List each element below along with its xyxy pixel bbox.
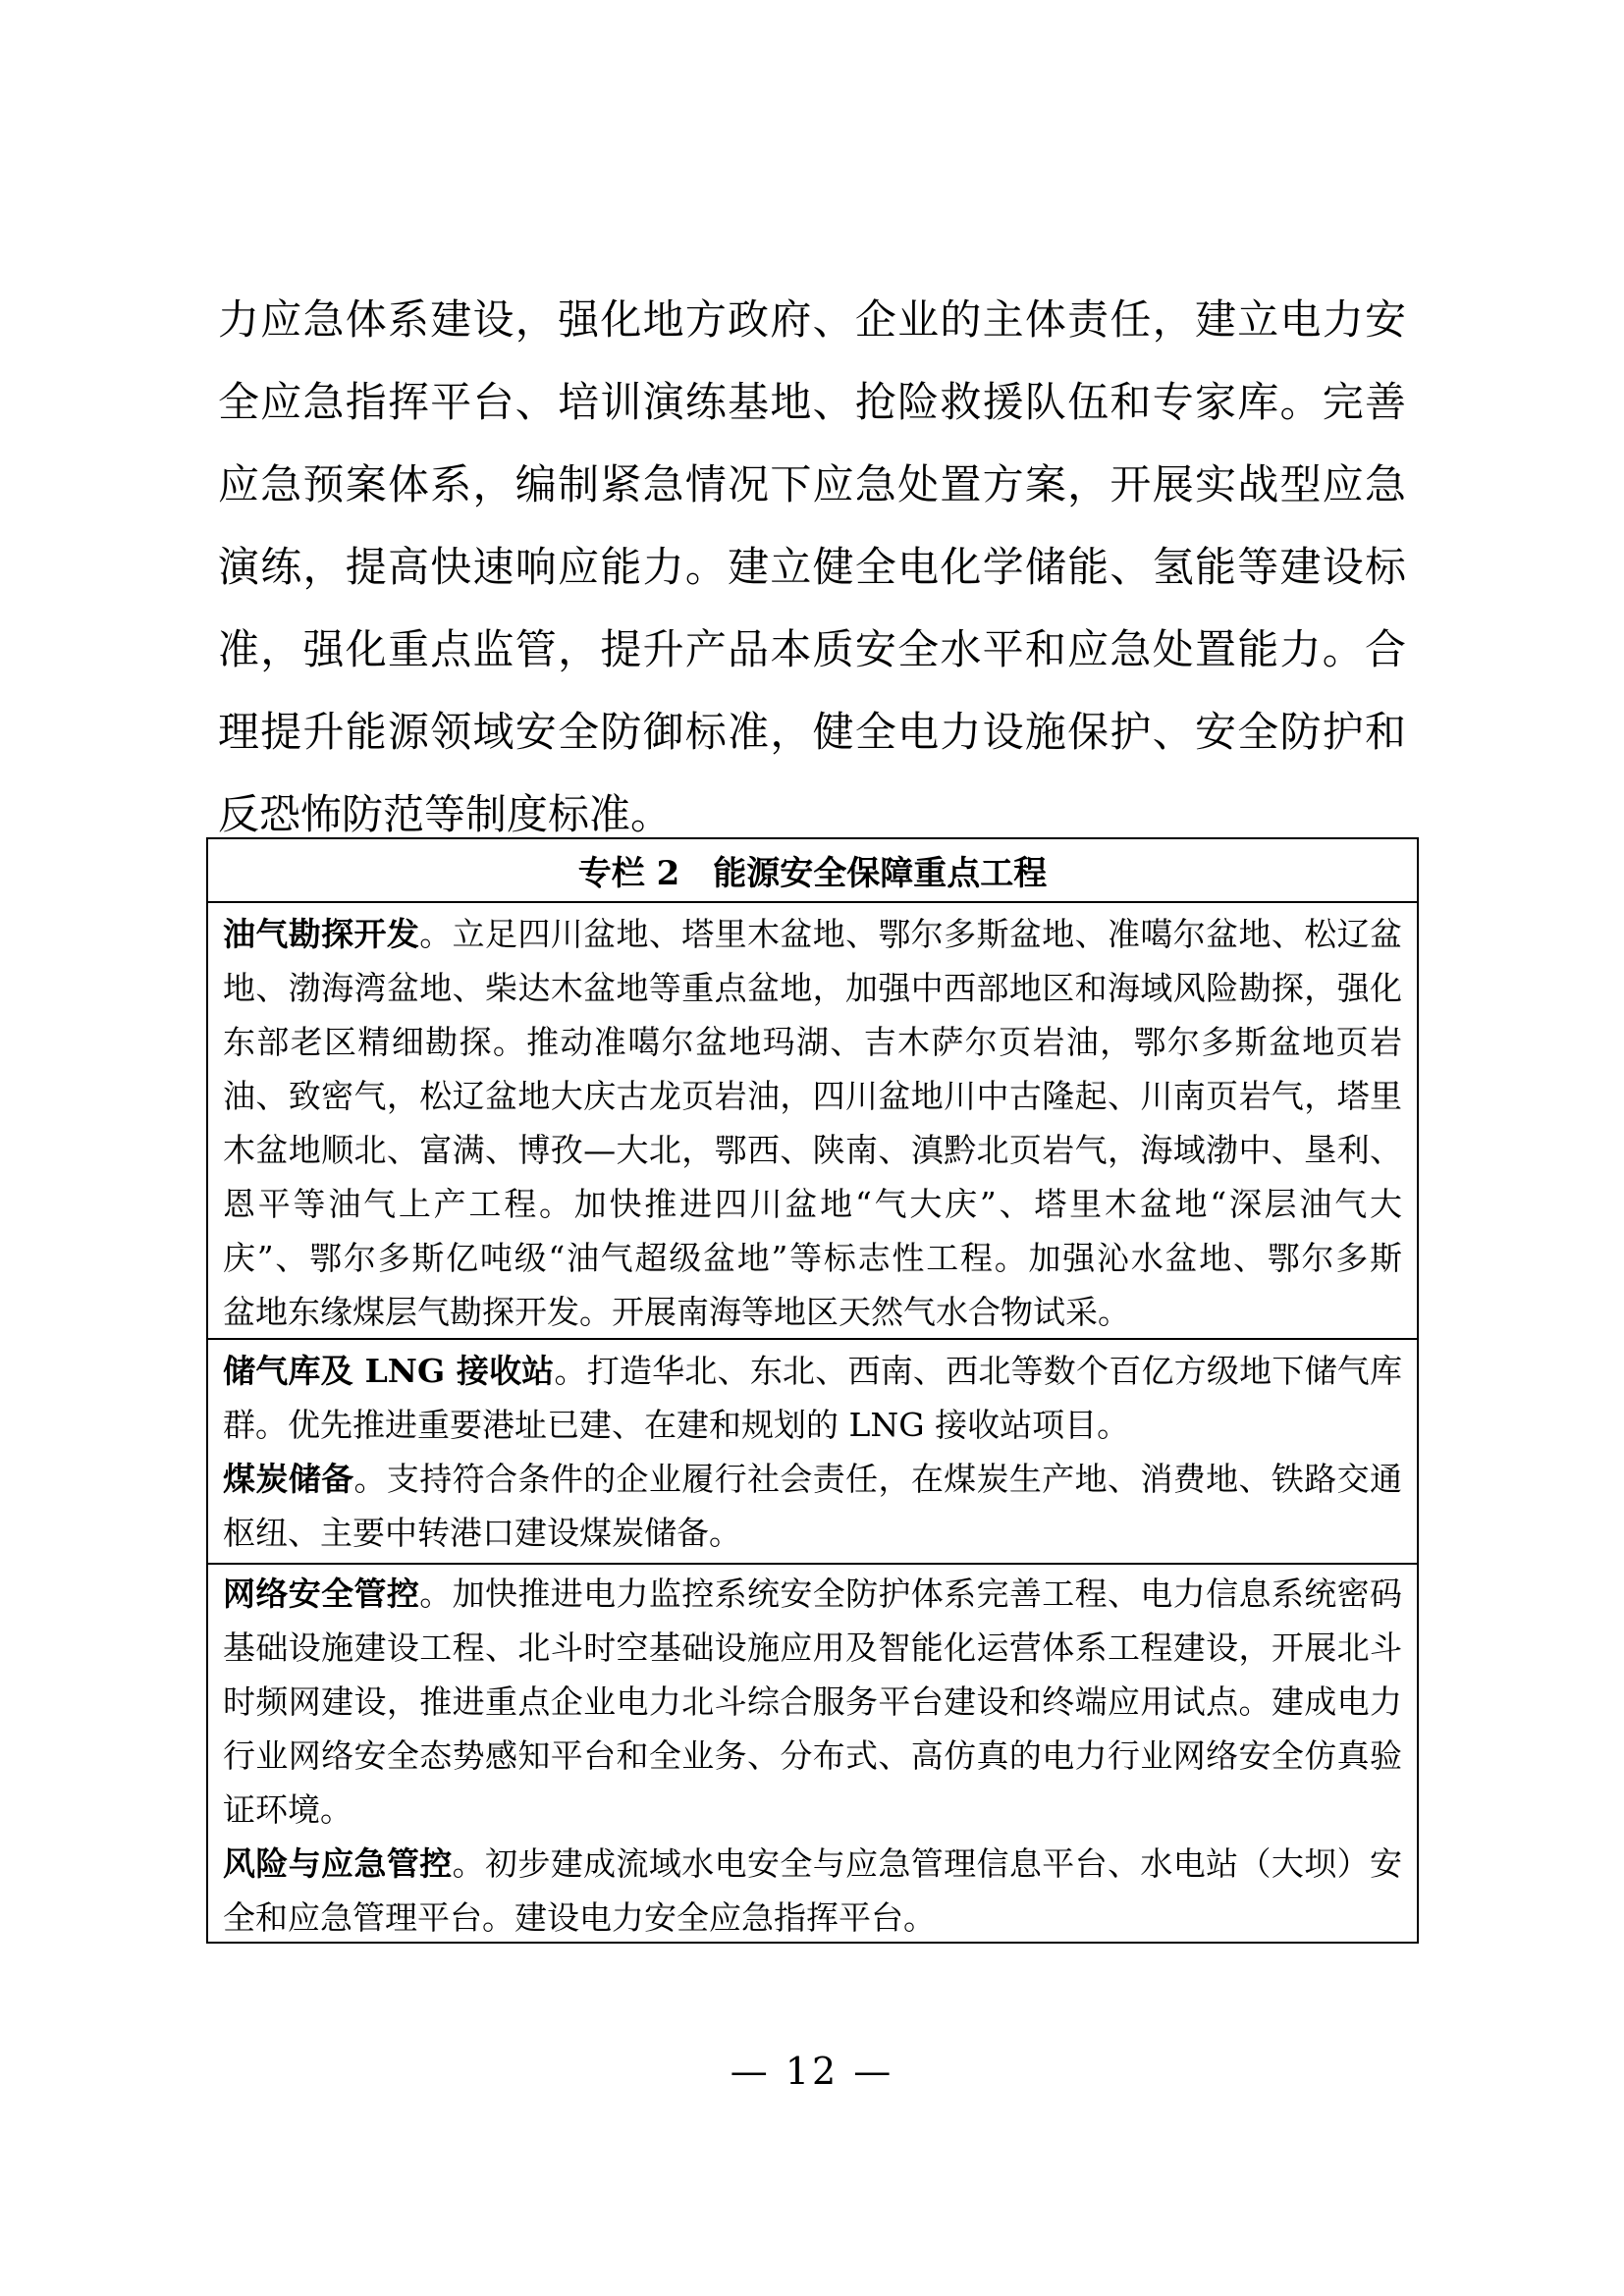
box-text-line: 油、致密气，松辽盆地大庆古龙页岩油，四川盆地川中古隆起、川南页岩气，塔里 <box>223 1077 1402 1115</box>
paragraph-line: 力应急体系建设，强化地方政府、企业的主体责任，建立电力安 <box>218 295 1406 344</box>
box-text-line: 全和应急管理平台。建设电力安全应急指挥平台。 <box>223 1898 936 1937</box>
section-heading-bold: 网络安全管控 <box>223 1575 420 1613</box>
section-heading-bold: 煤炭储备 <box>223 1460 354 1498</box>
box-text-line <box>223 1567 1402 1621</box>
box-text-line <box>223 1837 1402 1891</box>
paragraph-line: 准，强化重点监管，提升产品本质安全水平和应急处置能力。合 <box>218 625 1406 673</box>
box-text-line: 盆地东缘煤层气勘探开发。开展南海等地区天然气水合物试采。 <box>223 1293 1130 1331</box>
box-text: 。打造华北、东北、西南、西北等数个百亿方级地下储气库 <box>554 1352 1403 1390</box>
box-text: 。初步建成流域水电安全与应急管理信息平台、水电站（大坝）安 <box>452 1844 1403 1883</box>
box-text-line <box>223 1452 1402 1506</box>
box-text: 。立足四川盆地、塔里木盆地、鄂尔多斯盆地、准噶尔盆地、松辽盆 <box>419 915 1403 953</box>
box-text-line: 时频网建设，推进重点企业电力北斗综合服务平台建设和终端应用试点。建成电力 <box>223 1682 1402 1721</box>
box-text-line: 恩平等油气上产工程。加快推进四川盆地“气大庆”、塔里木盆地“深层油气大 <box>223 1185 1402 1223</box>
paragraph-line: 理提升能源领域安全防御标准，健全电力设施保护、安全防护和 <box>218 708 1406 756</box>
box-text-line: 东部老区精细勘探。推动准噶尔盆地玛湖、吉木萨尔页岩油，鄂尔多斯盆地页岩 <box>223 1023 1402 1061</box>
box-text-line: 枢纽、主要中转港口建设煤炭储备。 <box>223 1514 741 1552</box>
paragraph-line: 反恐怖防范等制度标准。 <box>218 790 673 838</box>
paragraph-line: 应急预案体系，编制紧急情况下应急处置方案，开展实战型应急 <box>218 460 1406 508</box>
box-title: 专栏 2 能源安全保障重点工程 <box>208 839 1417 903</box>
box-text-line <box>223 907 1402 961</box>
section-heading-bold: 储气库及 LNG 接收站 <box>223 1352 555 1390</box>
paragraph-line: 演练，提高快速响应能力。建立健全电化学储能、氢能等建设标 <box>218 543 1406 591</box>
box-text-line: 行业网络安全态势感知平台和全业务、分布式、高仿真的电力行业网络安全仿真验 <box>223 1736 1402 1775</box>
box-section-storage-and-coal <box>208 1340 1417 1565</box>
page-number: — 12 — <box>730 2050 894 2093</box>
feature-box <box>206 837 1419 1944</box>
paragraph-line: 全应急指挥平台、培训演练基地、抢险救援队伍和专家库。完善 <box>218 378 1406 426</box>
box-text-line: 群。优先推进重要港址已建、在建和规划的 LNG 接收站项目。 <box>223 1406 1130 1444</box>
section-heading-bold: 油气勘探开发 <box>223 915 420 953</box>
box-text: 。支持符合条件的企业履行社会责任，在煤炭生产地、消费地、铁路交通 <box>353 1460 1403 1498</box>
body-paragraph <box>218 279 1406 856</box>
box-text-line: 地、渤海湾盆地、柴达木盆地等重点盆地，加强中西部地区和海域风险勘探，强化 <box>223 969 1402 1007</box>
box-text-line: 庆”、鄂尔多斯亿吨级“油气超级盆地”等标志性工程。加强沁水盆地、鄂尔多斯 <box>223 1239 1402 1277</box>
box-text-line <box>223 1344 1402 1398</box>
section-heading-bold: 风险与应急管控 <box>223 1844 453 1883</box>
box-text-line: 木盆地顺北、富满、博孜—大北，鄂西、陕南、滇黔北页岩气，海域渤中、垦利、 <box>223 1131 1402 1169</box>
box-text: 。加快推进电力监控系统安全防护体系完善工程、电力信息系统密码 <box>419 1575 1403 1613</box>
box-section-oil-gas-exploration <box>208 903 1417 1340</box>
box-text-line: 基础设施建设工程、北斗时空基础设施应用及智能化运营体系工程建设，开展北斗 <box>223 1629 1402 1667</box>
box-text-line: 证环境。 <box>223 1790 352 1829</box>
box-section-network-security-risk <box>208 1565 1417 1942</box>
